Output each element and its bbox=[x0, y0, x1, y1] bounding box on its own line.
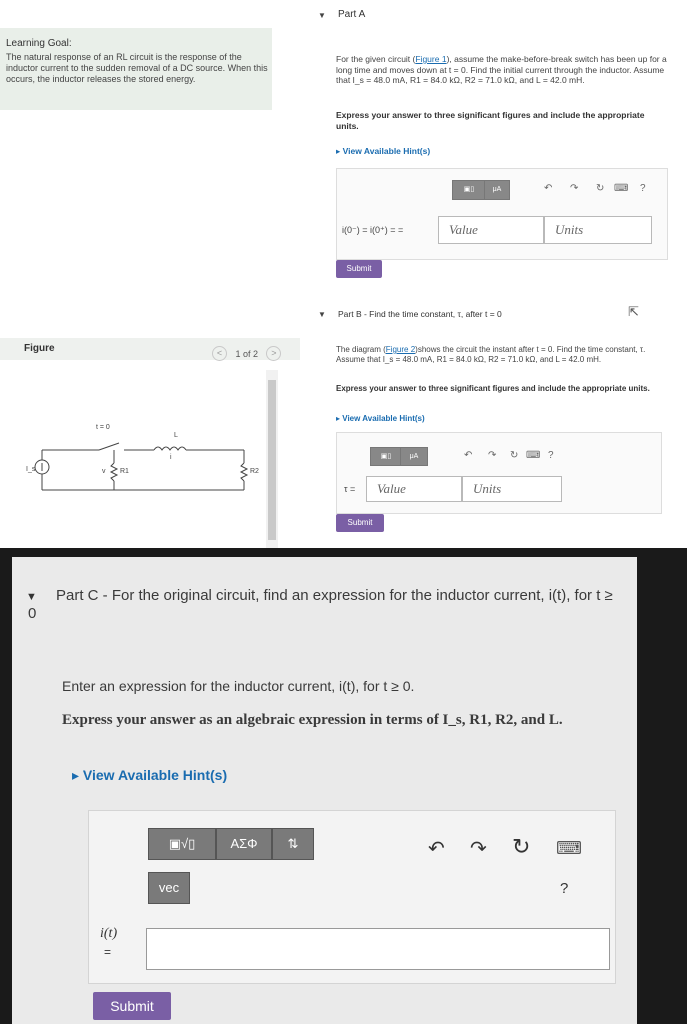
part-c-equals-sign: = bbox=[104, 945, 112, 959]
learning-goal-text: The natural response of an RL circuit is the response of the inductor current to the sudden removal of a DC source. When this occurs, the inductor releases the stored energy. bbox=[6, 52, 268, 84]
part-c-expression-input[interactable] bbox=[146, 928, 610, 970]
circuit-diagram bbox=[24, 415, 264, 500]
next-figure-button[interactable]: > bbox=[266, 346, 281, 361]
part-a-text-post: ), assume the make-before-break switch has been up for a long time and moves down at t = 0. Find the initial current through the inductor. Assume that I_s = 48.0 mA, R1 = 84.0 kΩ, R2 = 71.0 kΩ, and L = 42.0 mH. bbox=[336, 54, 667, 85]
units-mu-button[interactable]: μA bbox=[484, 180, 510, 200]
part-b-hint-link[interactable]: ▸ View Available Hint(s) bbox=[336, 414, 425, 423]
part-b-note: Express your answer to three significant figures and include the appropriate units. bbox=[336, 384, 650, 393]
help-icon[interactable]: ? bbox=[640, 183, 646, 194]
part-a-equation-label: i(0⁻) = i(0⁺) = = bbox=[342, 225, 404, 235]
undo-icon[interactable]: ↶ bbox=[544, 183, 553, 194]
collapse-arrow-icon[interactable]: ▼ bbox=[318, 11, 326, 20]
part-a-value-input[interactable]: Value bbox=[438, 216, 544, 244]
part-c-redo-icon[interactable]: ↷ bbox=[470, 838, 487, 860]
part-a-submit-button[interactable]: Submit bbox=[336, 260, 382, 278]
current-label: i bbox=[170, 454, 172, 461]
part-b-units-input[interactable]: Units bbox=[462, 476, 562, 502]
keyboard-icon[interactable]: ⌨ bbox=[614, 183, 629, 194]
part-b-reset-icon[interactable]: ↻ bbox=[510, 450, 519, 461]
part-c-reset-icon[interactable]: ↻ bbox=[512, 834, 531, 859]
figure-1-link[interactable]: Figure 1 bbox=[415, 54, 447, 64]
part-c-submit-button[interactable]: Submit bbox=[93, 992, 171, 1020]
part-a-units-input[interactable]: Units bbox=[544, 216, 652, 244]
figure-2-link[interactable]: Figure 2 bbox=[385, 345, 416, 354]
part-a-title: Part A bbox=[338, 9, 366, 20]
figure-label: Figure bbox=[24, 343, 55, 354]
part-c-title: Part C - For the original circuit, find an expression for the inductor current, i(t), for t ≥ 0 bbox=[28, 587, 613, 622]
part-b-value-input[interactable]: Value bbox=[366, 476, 462, 502]
reset-icon[interactable]: ↻ bbox=[596, 183, 605, 194]
part-c-hint-text: View Available Hint(s) bbox=[82, 767, 228, 783]
figure-page-count: 1 of 2 bbox=[235, 348, 258, 359]
voltage-label: v bbox=[102, 468, 106, 475]
switch-label: t = 0 bbox=[96, 424, 110, 431]
figure-pager bbox=[212, 345, 292, 359]
part-a-text bbox=[336, 54, 674, 86]
part-b-text-pre: The diagram ( bbox=[336, 345, 386, 354]
sort-arrows-icon[interactable]: ⇅ bbox=[272, 828, 314, 860]
redo-icon[interactable]: ↷ bbox=[570, 183, 579, 194]
r1-label: R1 bbox=[120, 468, 129, 475]
part-c-help-icon[interactable]: ? bbox=[560, 880, 569, 897]
source-label: I_s bbox=[26, 466, 36, 473]
part-b-title: Part B - Find the time constant, τ, after t = 0 bbox=[338, 309, 502, 319]
template-icon[interactable]: ▣▯ bbox=[452, 180, 486, 200]
template-sqrt-icon[interactable]: ▣√▯ bbox=[148, 828, 216, 860]
part-c-keyboard-icon[interactable]: ⌨ bbox=[556, 838, 582, 858]
part-a-hint-text: View Available Hint(s) bbox=[342, 146, 431, 156]
part-b-text bbox=[336, 345, 674, 364]
figure-scroll-thumb[interactable] bbox=[268, 380, 276, 540]
learning-goal-title: Learning Goal: bbox=[6, 38, 72, 49]
cursor-icon: ⇱ bbox=[628, 304, 639, 319]
part-a-note: Express your answer to three significant figures and include the appropriate units. bbox=[336, 110, 645, 131]
part-c-text: Enter an expression for the inductor current, i(t), for t ≥ 0. bbox=[62, 678, 415, 694]
part-b-redo-icon[interactable]: ↷ bbox=[488, 450, 497, 461]
part-c-equation-label: i(t) bbox=[100, 926, 118, 941]
vector-button[interactable]: vec bbox=[148, 872, 190, 904]
part-a-hint-link[interactable]: ▸ View Available Hint(s) bbox=[336, 146, 431, 156]
part-b-collapse-arrow-icon[interactable]: ▼ bbox=[318, 310, 326, 319]
part-c-note: Express your answer as an algebraic expression in terms of I_s, R1, R2, and L. bbox=[62, 712, 563, 728]
part-c-undo-icon[interactable]: ↶ bbox=[428, 838, 445, 860]
part-b-help-icon[interactable]: ? bbox=[548, 450, 554, 461]
r2-label: R2 bbox=[250, 468, 259, 475]
greek-letters-button[interactable]: ΑΣΦ bbox=[216, 828, 272, 860]
part-b-keyboard-icon[interactable]: ⌨ bbox=[526, 450, 541, 461]
part-b-units-mu-button[interactable]: μA bbox=[400, 447, 428, 466]
part-b-hint-text: View Available Hint(s) bbox=[342, 414, 425, 423]
part-b-text-post: )shows the circuit the instant after t = 0. Find the time constant, τ. Assume that I_s = 48.0 mA, R1 = 84.0 kΩ, R2 = 71.0 kΩ, and L = 42.0 mH. bbox=[336, 345, 646, 364]
prev-figure-button[interactable]: < bbox=[212, 346, 227, 361]
inductor-label: L bbox=[174, 432, 178, 439]
part-c-hint-link[interactable]: ▸ View Available Hint(s) bbox=[72, 767, 228, 783]
part-b-submit-button[interactable]: Submit bbox=[336, 514, 384, 532]
part-b-undo-icon[interactable]: ↶ bbox=[464, 450, 473, 461]
part-c-collapse-arrow-icon[interactable]: ▼ bbox=[26, 591, 37, 603]
part-a-text-pre: For the given circuit ( bbox=[336, 54, 416, 64]
part-b-template-icon[interactable]: ▣▯ bbox=[370, 447, 402, 466]
part-b-equation-label: τ = bbox=[344, 484, 356, 494]
